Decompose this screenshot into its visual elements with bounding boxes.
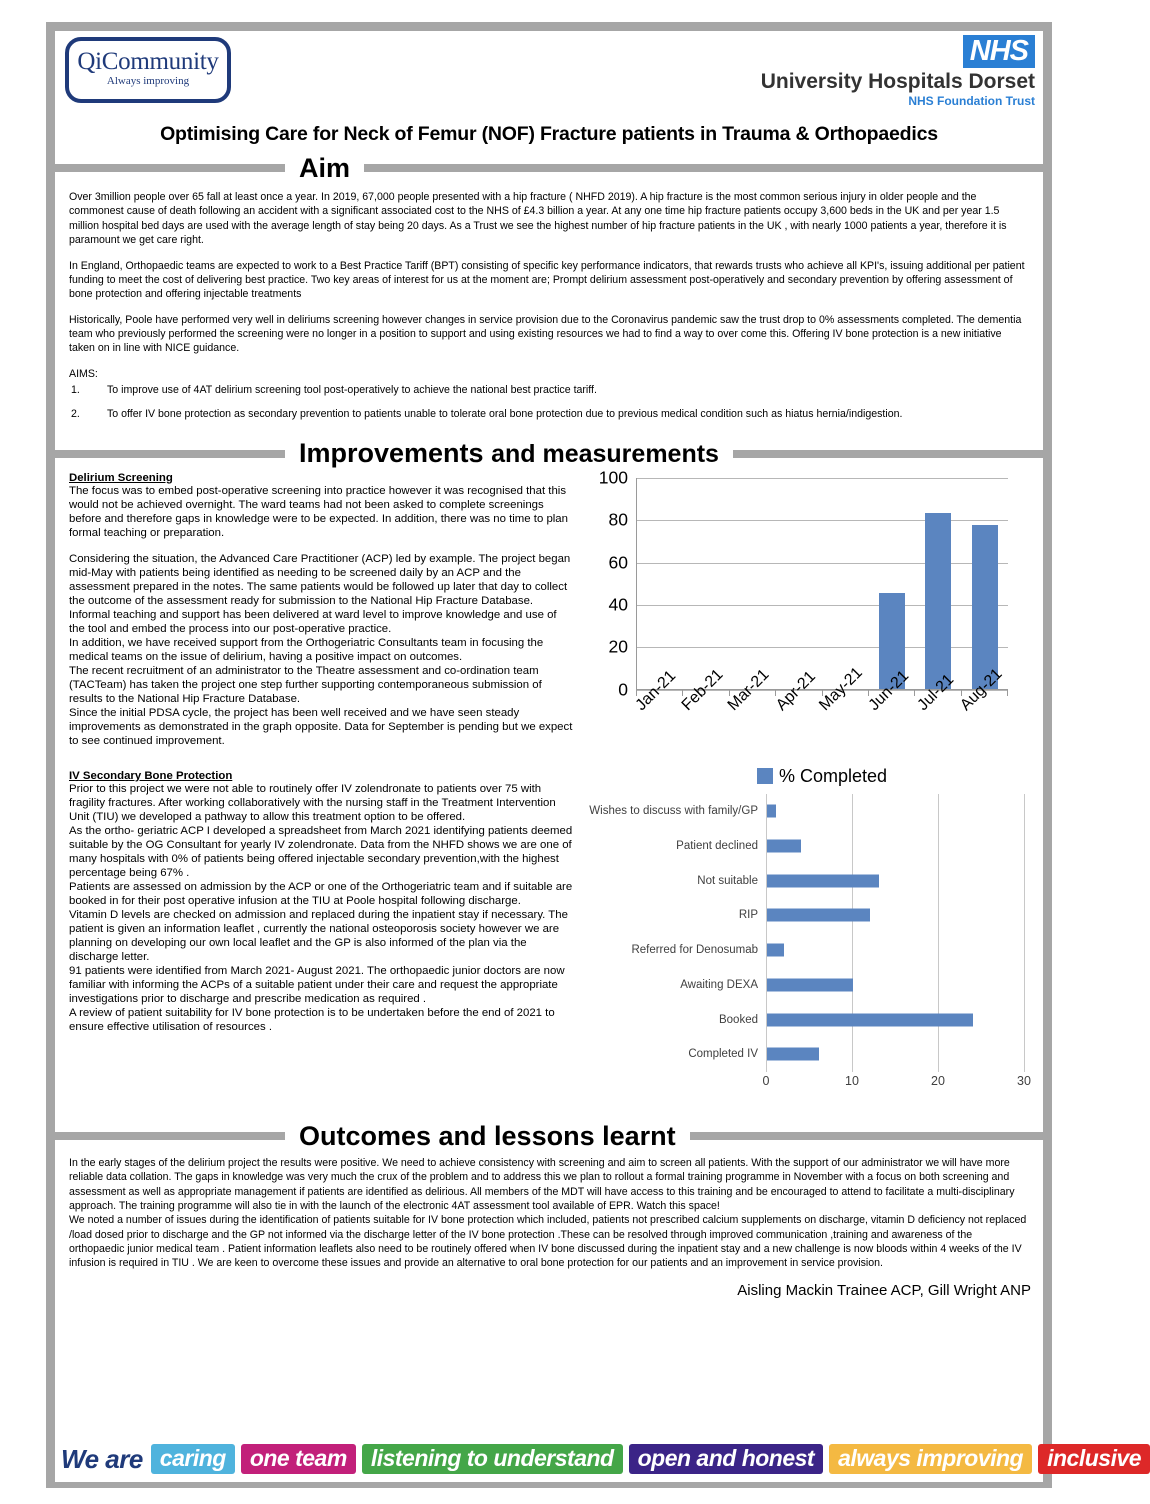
delirium-screening-bar-chart xyxy=(590,467,1020,786)
section-rule-left xyxy=(55,450,285,458)
vchart-x-label-cell xyxy=(816,663,869,758)
vchart-x-label-cell xyxy=(678,665,730,758)
hchart-row xyxy=(584,898,1024,933)
outcomes-body xyxy=(55,1152,1043,1272)
vchart-x-tick-label: Jun-21 xyxy=(865,667,912,714)
vchart-x-tick-label: Apr-21 xyxy=(772,667,819,714)
poster-authors: Aisling Mackin Trainee ACP, Gill Wright ANP xyxy=(737,1282,1031,1300)
vchart-bar-slot xyxy=(915,478,961,689)
hchart-rows xyxy=(584,794,1024,1072)
improvements-title-light: and measurements xyxy=(491,440,719,469)
vchart-bar-slot xyxy=(869,478,915,689)
improvements-section-title xyxy=(299,439,719,467)
vchart-y-tick: 20 xyxy=(608,636,628,657)
hchart-category-label: Completed IV xyxy=(688,1048,758,1061)
aim-paragraph-2: In England, Orthopaedic teams are expected to work to a Best Practice Tariff (BPT) consisting of specific key performance indicators, that rewards trusts who achieve all KPI's, issuing additional per patient funding to meet the cost of delivering best practice. Two key areas of interest for us at the moment are; Prompt delirium assessment post-operatively and secondary prevention by offering assessment of bone protection and offering injectable treatments xyxy=(69,259,1025,300)
hchart-bar xyxy=(767,1048,819,1061)
hchart-category-label: Wishes to discuss with family/GP xyxy=(589,805,758,818)
vchart-x-label-cell xyxy=(956,665,1009,758)
hchart-category-label: Not suitable xyxy=(697,874,758,887)
aim-list-item xyxy=(69,407,1029,421)
nhs-logo xyxy=(761,35,1035,108)
vchart-x-tick-label: Aug-21 xyxy=(956,665,1006,714)
qicommunity-logo-title: QiCommunity xyxy=(77,48,219,75)
hchart-category-label: Referred for Denosumab xyxy=(631,944,758,957)
hchart-track xyxy=(766,863,1024,898)
hchart-category-label: Booked xyxy=(718,1013,758,1026)
improvements-columns xyxy=(55,467,1043,1112)
vchart-bar-slot xyxy=(730,478,776,689)
outcomes-paragraph-1: In the early stages of the delirium project the results were positive. We need to achieve consistency with screening and aim to screen all patients. With the support of our administrator we will have more reliable data collation. The gaps in knowledge was very much the crux of the problem and to address this we plan to rollout a formal training programme in November with a focus on both screening and assessment as well as appropriate management if patients are identified as delirious. All members of the MDT will have access to this training and be encouraged to attend to facilitate a multi-disciplinary approach. The training programme will also tie in with the launch of the electronic 4AT assessment tool available of EPR. Watch this space! xyxy=(69,1157,1015,1212)
hchart-row xyxy=(584,967,1024,1002)
hchart-gridline xyxy=(1024,794,1025,1072)
section-rule-left xyxy=(55,164,285,172)
bone-protection-bar-chart xyxy=(584,782,1031,1112)
delirium-paragraph-5: Since the initial PDSA cycle, the project has been well received and we have seen steady improvements as demonstrated in the graph opposite. Data for September is pending but we expect to see continued improvement. xyxy=(69,706,573,747)
vchart-x-label-cell xyxy=(632,667,683,758)
delirium-paragraph-2: Considering the situation, the Advanced Care Practitioner (ACP) led by example. The project began mid-May with patients being identified as needing to be screened daily by an ACP and the assessment prepared in the notes. The same patients would be followed up later that day to collect the outcome of the assessment ready for submission to the National Hip Fracture Database. Informal teaching and support has been delivered at ward level to improve knowledge and use of the tool and embed the process into our post-operative practice. xyxy=(69,552,571,635)
aim-paragraph-3: Historically, Poole have performed very well in deliriums screening however changes in service provision due to the Coronavirus pandemic saw the trust drop to 0% assessments completed. The dementia team who previously performed the screening were no longer in a position to support and using existing resources we had to find a way to over come this. Offering IV bone protection is a new initiative taken on in line with NICE guidance. xyxy=(69,313,1022,355)
hchart-category-label: Awaiting DEXA xyxy=(680,978,758,991)
hchart-row xyxy=(584,794,1024,829)
delirium-paragraph-1: The focus was to embed post-operative screening into practice however it was recognised that this would not be achieved overnight. The ward teams had not been asked to complete screenings before and therefore gaps in knowledge were to be expected. In addition, there was no time to plan formal teaching or preparation. xyxy=(69,484,568,539)
values-banner-prefix: We are xyxy=(61,1443,143,1474)
hchart-row xyxy=(584,863,1024,898)
hchart-track xyxy=(766,1037,1024,1072)
hchart-track xyxy=(766,898,1024,933)
improvements-charts-column xyxy=(584,467,1033,1112)
outcomes-paragraph-2: We noted a number of issues during the identification of patients suitable for IV bone protection which included, patients not prescribed calcium supplements on discharge, vitamin D deficiency not replaced /load dosed prior to discharge and the GP not informed via the discharge letter of the IV bone protection .These can be resolved through improved communication ,training and awareness of the orthopaedic junior medical team . Patient information leaflets also need to be routinely offered when IV bone discussed during the inpatient stay and a new challenge is now bloods within 4 weeks of the IV infusion is required in TIU . We are keen to overcome these issues and provide an alternative to oral bone protection for our patients and an improvement in service provision. xyxy=(69,1214,1027,1270)
vchart-y-tick: 60 xyxy=(608,552,628,572)
vchart-y-tick: 100 xyxy=(598,467,628,488)
aim-section-header xyxy=(55,150,1043,184)
hchart-bar xyxy=(767,909,870,922)
nhs-badge: NHS xyxy=(963,35,1035,68)
hchart-x-tick-label: 0 xyxy=(762,1073,770,1088)
hchart-track xyxy=(766,933,1024,968)
vchart-bars xyxy=(637,478,1008,689)
values-banner xyxy=(55,1436,1142,1482)
hchart-track xyxy=(766,1002,1024,1037)
vchart-x-tick-label: Mar-21 xyxy=(724,665,773,714)
section-rule-left xyxy=(55,1132,285,1140)
hchart-x-axis-labels xyxy=(762,1073,1031,1094)
hchart-row xyxy=(584,828,1024,863)
section-rule-right xyxy=(364,164,1043,172)
aim-item-text: To improve use of 4AT delirium screening tool post-operatively to achieve the national best practice tariff. xyxy=(107,384,597,397)
nhs-trust-name: University Hospitals Dorset xyxy=(760,70,1035,93)
hchart-row xyxy=(584,1002,1024,1037)
value-chip: caring xyxy=(151,1444,235,1474)
hchart-bar xyxy=(767,1013,973,1026)
vchart-bar-slot xyxy=(776,478,822,689)
hchart-bar xyxy=(767,874,879,887)
vchart-x-label-cell xyxy=(914,670,962,758)
hchart-bar xyxy=(767,978,853,991)
aim-item-text: To offer IV bone protection as secondary prevention to patients unable to tolerate oral bone protection due to previous medical condition such as hiatus hernia/indigestion. xyxy=(107,408,903,421)
outcomes-section-title: Outcomes and lessons learnt xyxy=(299,1120,676,1151)
bone-protection-subheading: IV Secondary Bone Protection xyxy=(69,769,233,782)
value-chip: one team xyxy=(241,1444,356,1474)
vchart-bar-slot xyxy=(683,478,729,689)
value-chip: listening to understand xyxy=(362,1444,623,1474)
hchart-x-tick-label: 20 xyxy=(931,1073,945,1088)
hchart-category-label: RIP xyxy=(738,909,758,922)
hchart-row xyxy=(584,933,1024,968)
vchart-x-label-cell xyxy=(865,667,916,758)
improvements-section-header xyxy=(55,435,1043,469)
value-chip: always improving xyxy=(829,1444,1032,1474)
improvements-text-column xyxy=(69,472,574,1112)
aim-item-number: 2. xyxy=(71,408,80,421)
poster-header xyxy=(55,31,1043,117)
vchart-bar-slot xyxy=(962,478,1008,689)
poster-sheet xyxy=(55,31,1043,1479)
bone-paragraph-5: 91 patients were identified from March 2021- August 2021. The orthopaedic junior doctors are now familiar with informing the ACPs of a suitable patient under their care and request the appropriate investigations prior to discharge and prescribe medication as required . xyxy=(69,965,565,1006)
nhs-foundation-trust-label: NHS Foundation Trust xyxy=(908,94,1035,108)
value-chip: open and honest xyxy=(629,1444,824,1474)
section-rule-right xyxy=(690,1132,1043,1140)
qicommunity-logo xyxy=(65,37,231,103)
vchart-bar xyxy=(972,525,998,688)
vchart-plot-area xyxy=(636,478,1008,690)
hchart-bar xyxy=(767,839,801,852)
hchart-bar xyxy=(767,805,776,818)
bone-paragraph-2: As the ortho- geriatric ACP I developed a spreadsheet from March 2021 identifying patients deemed suitable by the OG Consultant for yearly IV zolendronate. Data from the NHFD shows we are one of many hospitals with 0% of patients being offered injectable secondary prevention,with the highest percentage being 67% . xyxy=(69,825,573,880)
delirium-paragraph-3: In addition, we have received support from the Orthogeriatric Consultants team in focusing the medical teams on the issue of delirium, having a positive impact on outcomes. xyxy=(69,636,544,663)
vchart-bar-slot xyxy=(637,478,683,689)
vchart-x-tick-label: May-21 xyxy=(816,663,867,714)
vchart-x-label-cell xyxy=(772,667,823,758)
aim-section-title: Aim xyxy=(299,153,351,183)
vchart-bar xyxy=(925,513,951,689)
aim-body xyxy=(55,184,1043,435)
vchart-bar-slot xyxy=(823,478,869,689)
value-chip: inclusive xyxy=(1038,1444,1150,1474)
hchart-track xyxy=(766,967,1024,1002)
hchart-x-tick-label: 30 xyxy=(1017,1073,1031,1088)
vchart-legend-label: % Completed xyxy=(778,765,888,786)
vchart-x-tick-label: Jan-21 xyxy=(632,667,680,714)
aim-list-item xyxy=(69,383,1029,397)
vchart-x-tick-label: Jul-21 xyxy=(914,670,958,714)
hchart-track xyxy=(766,794,1024,829)
vchart-y-tick: 80 xyxy=(608,509,628,530)
vchart-x-label-cell xyxy=(724,665,776,758)
aims-label: AIMS: xyxy=(69,368,98,381)
vchart-y-tick: 40 xyxy=(608,594,628,615)
bone-paragraph-6: A review of patient suitability for IV bone protection is to be undertaken before the end of 2021 to ensure effective utilisation of resources . xyxy=(69,1007,555,1034)
section-rule-right xyxy=(733,450,1043,458)
bone-paragraph-1: Prior to this project we were not able to routinely offer IV zolendronate to patients over 75 with fragility fractures. After working collaboratively with the nursing staff in the Treatment Intervention Unit (TIU) we developed a pathway to allow this treatment option to be offered. xyxy=(69,782,556,824)
qicommunity-logo-tagline: Always improving xyxy=(106,75,190,87)
hchart-category-label: Patient declined xyxy=(676,839,758,852)
vchart-y-tick: 0 xyxy=(618,679,628,700)
outcomes-section-header xyxy=(55,1118,1043,1152)
vchart-y-axis-labels xyxy=(590,467,632,700)
page-title: Optimising Care for Neck of Femur (NOF) Fracture patients in Trauma & Orthopaedics xyxy=(160,123,938,145)
vchart-x-tick-label: Feb-21 xyxy=(678,665,727,714)
improvements-title-bold: Improvements xyxy=(299,438,484,469)
hchart-x-tick-label: 10 xyxy=(845,1073,859,1088)
hchart-bar xyxy=(767,944,784,957)
hchart-row xyxy=(584,1037,1024,1072)
aim-paragraph-1: Over 3million people over 65 fall at least once a year. In 2019, 67,000 people presented with a hip fracture ( NHFD 2019). A hip fracture is the most common serious injury in older people and the commonest cause of death following an accident with a significant associated cost to the NHS of £4.3 billion a year. At any one time hip fracture patients occupy 3,600 beds in the UK and per year 1.5 million hospital bed days are used with the average length of stay being 20 days. As a Trust we see the highest number of hip fracture patients in the UK , with nearly 1000 patients a year, therefore it is paramount we get care right. xyxy=(69,191,1007,246)
hchart-track xyxy=(766,828,1024,863)
vchart-x-axis-labels xyxy=(632,663,1008,758)
aim-item-number: 1. xyxy=(71,384,80,397)
bone-paragraph-4: Vitamin D levels are checked on admission and replaced during the inpatient stay if necessary. The patient is given an information leaflet , currently the national osteoporosis society however we are planning on developing our own local leaflet and the GP is also informed of the plan via the discharge letter. xyxy=(69,909,568,964)
delirium-screening-subheading: Delirium Screening xyxy=(69,471,173,484)
bone-paragraph-3: Patients are assessed on admission by the ACP or one of the Orthogeriatric team and if suitable are booked in for their post operative infusion at the TIU at Poole hospital following discharge. xyxy=(69,881,573,908)
delirium-paragraph-4: The recent recruitment of an administrator to the Theatre assessment and co-ordination team (TACTeam) has taken the project one step further supporting contemporaneous submission of results to the National Hip Fracture Database. xyxy=(69,664,542,705)
